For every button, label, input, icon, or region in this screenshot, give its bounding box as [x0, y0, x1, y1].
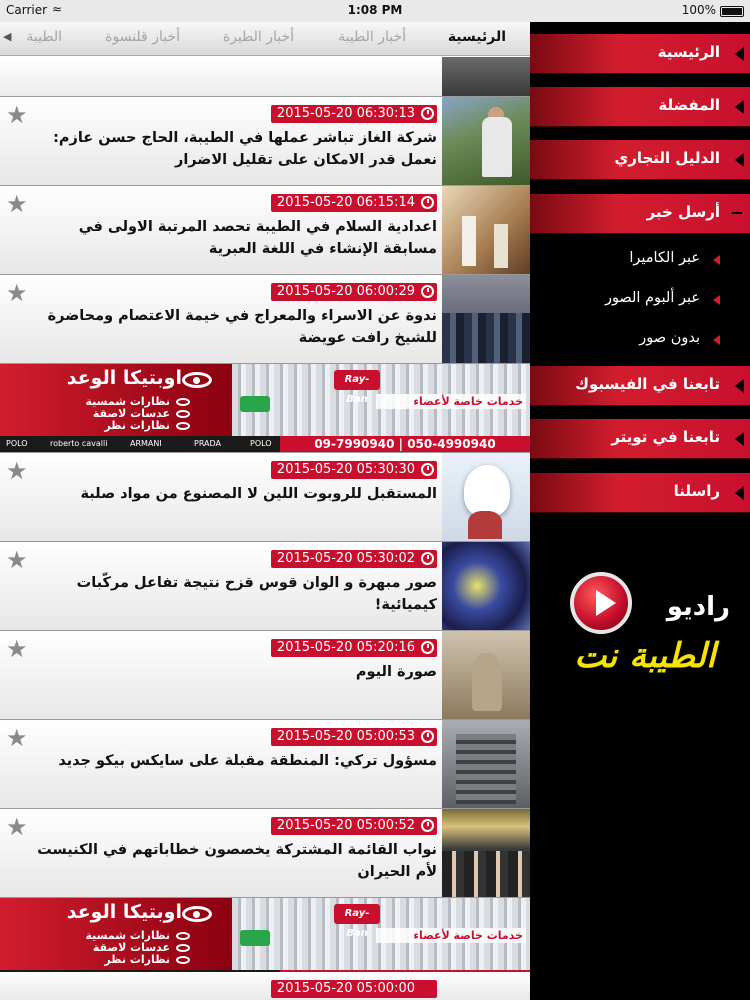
menu-item-business-directory[interactable] [530, 140, 750, 180]
category-tabs [0, 22, 530, 56]
news-thumbnail [442, 275, 530, 363]
clock-icon [421, 819, 434, 832]
ad-service-text: خدمات خاصة لأعضاء [376, 394, 526, 409]
battery-icon [720, 6, 744, 17]
news-row[interactable] [0, 453, 530, 542]
radio-player-button[interactable] [560, 572, 730, 712]
tab-qalansawe-news[interactable]: أخبار قلنسوة [105, 29, 180, 45]
ad-line: نظارات شمسية [85, 395, 170, 408]
eye-icon [176, 944, 190, 952]
menu-item-label: الرئيسية [657, 43, 720, 61]
collapse-minus-icon [732, 212, 742, 214]
news-title: المستقبل للروبوت اللين لا المصنوع من مواد صلبة [80, 486, 437, 502]
news-date [271, 817, 437, 835]
news-thumbnail [442, 57, 530, 96]
clock-icon [421, 552, 434, 565]
menu-item-label: أرسل خبر [646, 203, 720, 221]
favorite-star-icon[interactable]: ★ [6, 813, 28, 841]
eye-icon [176, 410, 190, 418]
ad-brand-panel [0, 898, 232, 970]
news-date-text: 2015-05-20 06:15:14 [276, 195, 415, 210]
tab-taibe[interactable]: الطيبة [26, 29, 62, 45]
wifi-icon: ≈ [52, 2, 63, 16]
news-thumbnail [442, 720, 530, 808]
chevron-left-icon [735, 47, 744, 61]
clock-icon [421, 107, 434, 120]
submenu-item-label: عبر ألبوم الصور [604, 290, 700, 306]
rayban-logo: Ray-Ban [334, 370, 380, 390]
menu-item-label: تابعنا في الفيسبوك [575, 375, 720, 393]
news-date [271, 550, 437, 568]
radio-label: راديو [666, 592, 730, 622]
news-thumbnail [442, 97, 530, 185]
brand-logo: POLO [250, 439, 272, 448]
ad-line: نظارات نظر [104, 419, 170, 432]
play-icon[interactable] [570, 572, 632, 634]
tab-home[interactable]: الرئيسية [447, 29, 506, 45]
favorite-star-icon[interactable]: ★ [6, 279, 28, 307]
menu-item-home[interactable] [530, 34, 750, 74]
favorite-star-icon[interactable]: ★ [6, 724, 28, 752]
news-row[interactable] [0, 97, 530, 186]
menu-item-label: المفضلة [658, 96, 720, 114]
news-row[interactable] [0, 542, 530, 631]
menu-item-label: راسلنا [673, 482, 720, 500]
brand-logo: roberto cavalli [50, 439, 108, 448]
clock-icon [421, 641, 434, 654]
chevron-left-icon [735, 432, 744, 446]
chevron-left-icon [735, 379, 744, 393]
ad-line: نظارات نظر [104, 953, 170, 966]
eye-icon [176, 422, 190, 430]
favorite-star-icon[interactable]: ★ [6, 457, 28, 485]
news-thumbnail [442, 453, 530, 541]
submenu-item-label: بدون صور [639, 330, 700, 346]
radio-brand-logo: الطيبة نت [574, 636, 716, 676]
favorite-star-icon[interactable]: ★ [6, 101, 28, 129]
club-logo [240, 396, 270, 412]
submenu-item-photo-album[interactable] [530, 282, 750, 318]
menu-item-label: الدليل التجاري [614, 149, 720, 167]
news-date [271, 639, 437, 657]
rayban-logo: Ray-Ban [334, 904, 380, 924]
news-thumbnail [442, 631, 530, 719]
news-row[interactable] [0, 186, 530, 275]
news-thumbnail [442, 809, 530, 897]
news-date-text: 2015-05-20 06:30:13 [276, 106, 415, 121]
menu-item-facebook[interactable] [530, 366, 750, 406]
news-thumbnail [442, 542, 530, 630]
favorite-star-icon[interactable]: ★ [6, 635, 28, 663]
news-title: شركة الغاز تباشر عملها في الطيبة، الحاج حسن عازم: نعمل قدر الامكان على تقليل الاضرار [53, 130, 437, 168]
news-date [271, 105, 437, 123]
eye-icon [176, 932, 190, 940]
ad-service-text: خدمات خاصة لأعضاء [376, 928, 526, 943]
brand-logo: ARMANI [130, 439, 162, 448]
chevron-left-icon [735, 100, 744, 114]
battery-percent: 100% [681, 3, 716, 17]
chevron-left-icon [713, 295, 720, 305]
menu-item-favorites[interactable] [530, 87, 750, 127]
eye-icon [176, 956, 190, 964]
tabs-scroll-left-icon[interactable]: ◀ [3, 30, 12, 43]
status-bar [0, 0, 750, 22]
news-date-text: 2015-05-20 05:30:30 [276, 462, 415, 477]
news-date-text: 2015-05-20 05:20:16 [276, 640, 415, 655]
menu-item-twitter[interactable] [530, 419, 750, 459]
chevron-left-icon [713, 255, 720, 265]
club-logo [240, 930, 270, 946]
news-date [271, 194, 437, 212]
submenu-item-camera[interactable] [530, 242, 750, 278]
news-feed[interactable] [0, 22, 530, 1000]
chevron-left-icon [735, 153, 744, 167]
news-date-text: 2015-05-20 05:00:52 [276, 818, 415, 833]
news-title: ندوة عن الاسراء والمعراج في خيمة الاعتصام ومحاضرة للشيخ رافت عويضة [47, 308, 437, 346]
news-title: مسؤول تركي: المنطقة مقبلة على سايكس بيكو جديد [58, 753, 437, 769]
eye-icon [182, 372, 212, 388]
ad-line: عدسات لاصقة [92, 941, 170, 954]
news-title: نواب القائمة المشتركة يخصصون خطاباتهم في الكنيست لأم الحيران [37, 842, 437, 880]
clock-icon [421, 285, 434, 298]
news-row[interactable] [0, 631, 530, 720]
news-date-text: 2015-05-20 06:00:29 [276, 284, 415, 299]
ad-line: نظارات شمسية [85, 929, 170, 942]
tab-tira-news[interactable]: أخبار الطيرة [222, 29, 294, 45]
clock-label: 1:08 PM [347, 3, 403, 17]
ad-line: عدسات لاصقة [92, 407, 170, 420]
news-title: صور مبهرة و الوان قوس قزح نتيجة تفاعل مركّبات كيميائية! [76, 575, 437, 613]
submenu-item-no-photos[interactable] [530, 322, 750, 358]
news-row-partial[interactable] [0, 972, 530, 1000]
brand-logo: PRADA [194, 439, 222, 448]
side-menu [530, 22, 750, 1000]
eye-icon [182, 906, 212, 922]
news-row[interactable] [0, 275, 530, 364]
favorite-star-icon[interactable]: ★ [6, 190, 28, 218]
ad-phone-numbers: 09-7990940 | 050-4990940 [280, 436, 530, 453]
tab-taibe-news[interactable]: أخبار الطيبة [338, 29, 406, 45]
news-thumbnail [442, 186, 530, 274]
ad-store-name: اوبتيكا الوعد [66, 901, 182, 923]
news-date [271, 461, 437, 479]
clock-icon [421, 730, 434, 743]
carrier-label: Carrier [6, 3, 48, 17]
brand-logo: POLO [6, 439, 28, 448]
clock-icon [421, 463, 434, 476]
news-date-text: 2015-05-20 05:00:53 [276, 729, 415, 744]
news-date [271, 283, 437, 301]
menu-item-send-news[interactable] [530, 194, 750, 234]
news-title: اعدادية السلام في الطيبة تحصد المرتبة الاولى في مسابقة الإنشاء في اللغة العبرية [78, 219, 437, 257]
news-date: 2015-05-20 05:00:00 [271, 980, 437, 998]
news-row[interactable] [0, 809, 530, 898]
ad-brand-panel [0, 364, 232, 436]
eye-icon [176, 398, 190, 406]
menu-item-label: تابعنا في تويتر [611, 428, 720, 446]
favorite-star-icon[interactable]: ★ [6, 546, 28, 574]
menu-item-contact[interactable] [530, 473, 750, 513]
optics-banner-ad[interactable] [0, 364, 530, 453]
list-item-partial[interactable] [0, 57, 530, 97]
ad-brand-strip [0, 436, 280, 453]
chevron-left-icon [713, 335, 720, 345]
submenu-item-label: عبر الكاميرا [629, 250, 700, 266]
news-row[interactable] [0, 720, 530, 809]
clock-icon [421, 196, 434, 209]
news-date [271, 728, 437, 746]
news-title: صورة اليوم [355, 664, 437, 680]
chevron-left-icon [735, 486, 744, 500]
ad-store-name: اوبتيكا الوعد [66, 367, 182, 389]
news-date-text: 2015-05-20 05:30:02 [276, 551, 415, 566]
